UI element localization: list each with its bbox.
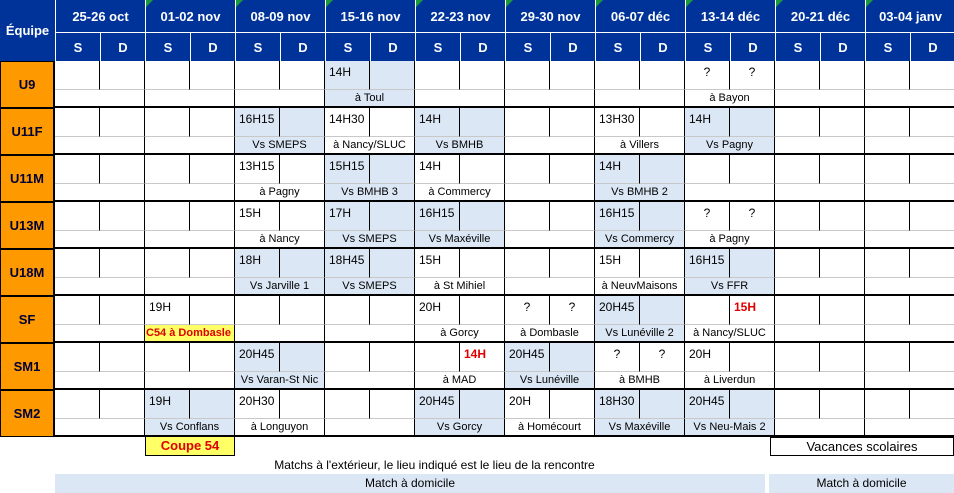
match-place-cell: à Bayon xyxy=(685,90,775,108)
team-label: SM2 xyxy=(0,390,55,437)
match-time-cell xyxy=(100,296,145,325)
match-time-cell xyxy=(370,390,415,419)
match-place-cell: Vs SMEPS xyxy=(325,278,415,296)
match-time-cell xyxy=(910,343,954,372)
match-time-cell xyxy=(100,202,145,231)
match-place-cell: Vs Conflans xyxy=(145,419,235,437)
day-header: D xyxy=(640,33,685,61)
week-header: 08-09 nov xyxy=(235,0,325,33)
day-header: D xyxy=(370,33,415,61)
match-place-cell xyxy=(235,90,325,108)
match-time-cell xyxy=(145,343,190,372)
match-place-cell xyxy=(865,419,954,437)
match-time-cell xyxy=(55,296,100,325)
match-time-cell xyxy=(685,155,730,184)
match-time-cell xyxy=(730,249,775,278)
match-place-cell: Vs Neu-Mais 2 xyxy=(685,419,775,437)
match-time-cell: 14H xyxy=(415,108,460,137)
match-time-cell xyxy=(460,155,505,184)
match-time-cell xyxy=(820,296,865,325)
match-time-cell: ? xyxy=(730,61,775,90)
match-time-cell xyxy=(730,108,775,137)
match-time-cell xyxy=(730,390,775,419)
team-label: SM1 xyxy=(0,343,55,390)
match-place-cell xyxy=(865,231,954,249)
match-time-cell xyxy=(730,155,775,184)
team-label: SF xyxy=(0,296,55,343)
match-time-cell xyxy=(190,108,235,137)
coupe-legend: Coupe 54 xyxy=(145,437,235,456)
match-place-cell: Vs BMHB 2 xyxy=(595,184,685,202)
match-time-cell: 20H45 xyxy=(235,343,280,372)
match-place-cell xyxy=(55,90,145,108)
match-time-cell xyxy=(370,296,415,325)
day-header: S xyxy=(415,33,460,61)
match-time-cell xyxy=(505,61,550,90)
day-header: S xyxy=(145,33,190,61)
match-place-cell: à Homécourt xyxy=(505,419,595,437)
match-time-cell xyxy=(865,155,910,184)
match-time-cell xyxy=(100,155,145,184)
match-time-cell: 20H30 xyxy=(235,390,280,419)
match-place-cell: à Gorcy xyxy=(415,325,505,343)
day-header: S xyxy=(55,33,100,61)
match-place-cell: à Villers xyxy=(595,137,685,155)
match-time-cell xyxy=(370,202,415,231)
match-time-cell: ? xyxy=(730,202,775,231)
match-time-cell xyxy=(775,343,820,372)
day-header: S xyxy=(505,33,550,61)
day-header: D xyxy=(190,33,235,61)
match-time-cell xyxy=(280,249,325,278)
match-time-cell xyxy=(550,343,595,372)
match-time-cell xyxy=(910,108,954,137)
match-time-cell xyxy=(145,108,190,137)
match-place-cell: à Nancy/SLUC xyxy=(325,137,415,155)
match-time-cell xyxy=(370,108,415,137)
match-place-cell: Vs BMHB 3 xyxy=(325,184,415,202)
match-time-cell xyxy=(865,343,910,372)
match-time-cell: 20H xyxy=(505,390,550,419)
match-time-cell: 20H45 xyxy=(595,296,640,325)
match-time-cell xyxy=(640,108,685,137)
match-time-cell xyxy=(235,296,280,325)
comment-marker-icon xyxy=(776,0,783,7)
match-time-cell xyxy=(775,202,820,231)
match-place-cell xyxy=(775,90,865,108)
match-time-cell xyxy=(910,296,954,325)
match-time-cell xyxy=(640,155,685,184)
day-header: S xyxy=(775,33,820,61)
day-header: S xyxy=(325,33,370,61)
match-time-cell: ? xyxy=(505,296,550,325)
match-time-cell: 14H xyxy=(460,343,505,372)
match-place-cell xyxy=(505,231,595,249)
day-header: S xyxy=(865,33,910,61)
match-time-cell xyxy=(55,343,100,372)
match-place-cell xyxy=(505,278,595,296)
match-time-cell xyxy=(775,390,820,419)
match-time-cell: 17H xyxy=(325,202,370,231)
week-header: 06-07 déc xyxy=(595,0,685,33)
match-time-cell: 16H15 xyxy=(415,202,460,231)
match-time-cell xyxy=(820,61,865,90)
match-time-cell xyxy=(100,61,145,90)
day-header: D xyxy=(100,33,145,61)
day-header: D xyxy=(820,33,865,61)
match-time-cell xyxy=(280,61,325,90)
match-time-cell xyxy=(370,155,415,184)
match-time-cell xyxy=(775,61,820,90)
match-place-cell xyxy=(775,184,865,202)
match-place-cell xyxy=(55,325,145,343)
match-place-cell: Vs FFR xyxy=(685,278,775,296)
match-place-cell xyxy=(55,372,145,390)
match-time-cell xyxy=(55,108,100,137)
match-place-cell xyxy=(685,184,775,202)
match-time-cell xyxy=(550,61,595,90)
match-place-cell: à BMHB xyxy=(595,372,685,390)
comment-marker-icon xyxy=(236,0,243,7)
match-time-cell: 14H xyxy=(685,108,730,137)
match-time-cell: 13H15 xyxy=(235,155,280,184)
match-time-cell xyxy=(190,343,235,372)
match-place-cell: Vs Maxéville xyxy=(595,419,685,437)
match-time-cell: 15H xyxy=(235,202,280,231)
match-place-cell xyxy=(865,137,954,155)
match-place-cell xyxy=(865,90,954,108)
match-time-cell xyxy=(280,202,325,231)
match-time-cell xyxy=(55,61,100,90)
match-time-cell xyxy=(595,61,640,90)
match-time-cell xyxy=(910,390,954,419)
match-time-cell xyxy=(640,390,685,419)
match-place-cell xyxy=(505,184,595,202)
comment-marker-icon xyxy=(866,0,873,7)
match-time-cell xyxy=(550,155,595,184)
team-label: U9 xyxy=(0,61,55,108)
day-header: S xyxy=(685,33,730,61)
match-time-cell xyxy=(460,61,505,90)
match-place-cell xyxy=(55,419,145,437)
match-place-cell xyxy=(55,137,145,155)
match-time-cell: 13H30 xyxy=(595,108,640,137)
match-place-cell xyxy=(775,231,865,249)
match-time-cell xyxy=(820,249,865,278)
vacances-legend: Vacances scolaires xyxy=(770,437,954,456)
match-time-cell xyxy=(55,249,100,278)
match-time-cell xyxy=(550,390,595,419)
match-time-cell: 14H xyxy=(415,155,460,184)
match-place-cell xyxy=(415,90,505,108)
match-place-cell: à MAD xyxy=(415,372,505,390)
match-place-cell xyxy=(145,90,235,108)
match-time-cell xyxy=(910,61,954,90)
day-header: S xyxy=(595,33,640,61)
match-time-cell xyxy=(505,202,550,231)
match-time-cell xyxy=(145,202,190,231)
match-place-cell xyxy=(145,231,235,249)
match-time-cell xyxy=(100,108,145,137)
match-time-cell xyxy=(820,202,865,231)
match-time-cell xyxy=(460,249,505,278)
match-place-cell xyxy=(145,372,235,390)
match-time-cell: 16H15 xyxy=(595,202,640,231)
match-place-cell: à Liverdun xyxy=(685,372,775,390)
match-time-cell xyxy=(325,343,370,372)
match-time-cell xyxy=(280,390,325,419)
match-place-cell: à Pagny xyxy=(235,184,325,202)
team-label: U18M xyxy=(0,249,55,296)
match-time-cell: ? xyxy=(640,343,685,372)
domicile-legend-right: Match à domicile xyxy=(769,474,954,493)
match-time-cell xyxy=(640,61,685,90)
match-time-cell: 20H45 xyxy=(505,343,550,372)
domicile-legend-left: Match à domicile xyxy=(55,474,765,493)
match-time-cell xyxy=(910,155,954,184)
week-header: 01-02 nov xyxy=(145,0,235,33)
comment-marker-icon xyxy=(506,0,513,7)
match-place-cell: Vs Lunéville 2 xyxy=(595,325,685,343)
match-time-cell xyxy=(910,249,954,278)
team-label: U11F xyxy=(0,108,55,155)
match-time-cell xyxy=(865,202,910,231)
match-place-cell xyxy=(775,325,865,343)
match-time-cell xyxy=(55,390,100,419)
match-place-cell xyxy=(505,137,595,155)
match-place-cell: Vs Pagny xyxy=(685,137,775,155)
exterieur-legend: Matchs à l'extérieur, le lieu indiqué est le lieu de la rencontre xyxy=(274,458,595,472)
match-place-cell xyxy=(145,137,235,155)
comment-marker-icon xyxy=(596,0,603,7)
team-label: U13M xyxy=(0,202,55,249)
match-time-cell xyxy=(505,249,550,278)
match-place-cell xyxy=(55,278,145,296)
match-time-cell: 15H xyxy=(415,249,460,278)
match-place-cell xyxy=(865,325,954,343)
match-time-cell: 20H xyxy=(685,343,730,372)
day-header: D xyxy=(280,33,325,61)
match-place-cell xyxy=(775,278,865,296)
match-time-cell: 14H xyxy=(325,61,370,90)
match-place-cell: à Commercy xyxy=(415,184,505,202)
match-place-cell: Vs SMEPS xyxy=(325,231,415,249)
match-time-cell: 15H xyxy=(595,249,640,278)
match-time-cell: 19H xyxy=(145,390,190,419)
match-time-cell xyxy=(865,296,910,325)
match-place-cell xyxy=(775,419,865,437)
match-time-cell xyxy=(865,249,910,278)
match-place-cell: Vs Jarville 1 xyxy=(235,278,325,296)
match-time-cell xyxy=(415,61,460,90)
match-time-cell xyxy=(775,296,820,325)
match-time-cell xyxy=(775,155,820,184)
week-header: 20-21 déc xyxy=(775,0,865,33)
match-time-cell: 15H15 xyxy=(325,155,370,184)
match-place-cell: à Toul xyxy=(325,90,415,108)
match-time-cell: ? xyxy=(685,61,730,90)
match-time-cell xyxy=(505,108,550,137)
match-time-cell: 18H xyxy=(235,249,280,278)
match-time-cell xyxy=(280,108,325,137)
match-place-cell xyxy=(55,184,145,202)
match-place-cell: à Longuyon xyxy=(235,419,325,437)
match-time-cell xyxy=(100,343,145,372)
match-time-cell xyxy=(280,343,325,372)
match-time-cell: 16H15 xyxy=(235,108,280,137)
comment-marker-icon xyxy=(686,0,693,7)
match-time-cell xyxy=(550,249,595,278)
match-time-cell: 18H30 xyxy=(595,390,640,419)
match-time-cell: 16H15 xyxy=(685,249,730,278)
match-time-cell xyxy=(145,61,190,90)
match-time-cell xyxy=(640,296,685,325)
week-header: 25-26 oct xyxy=(55,0,145,33)
match-place-cell: Vs Lunéville xyxy=(505,372,595,390)
match-place-cell xyxy=(55,231,145,249)
match-place-cell xyxy=(595,90,685,108)
day-header: D xyxy=(730,33,775,61)
match-time-cell: ? xyxy=(685,202,730,231)
match-time-cell: 14H xyxy=(595,155,640,184)
match-time-cell: ? xyxy=(595,343,640,372)
match-time-cell xyxy=(460,390,505,419)
match-time-cell xyxy=(415,343,460,372)
match-place-cell xyxy=(325,419,415,437)
match-time-cell: ? xyxy=(550,296,595,325)
week-header: 22-23 nov xyxy=(415,0,505,33)
match-time-cell xyxy=(190,296,235,325)
match-time-cell xyxy=(865,390,910,419)
match-time-cell xyxy=(460,202,505,231)
match-place-cell: C54 à Dombasle xyxy=(145,325,235,343)
match-place-cell xyxy=(775,372,865,390)
match-time-cell: 20H45 xyxy=(685,390,730,419)
match-place-cell: à Nancy/SLUC xyxy=(685,325,775,343)
match-time-cell xyxy=(775,249,820,278)
match-place-cell xyxy=(775,137,865,155)
comment-marker-icon xyxy=(416,0,423,7)
match-time-cell xyxy=(190,390,235,419)
match-time-cell xyxy=(865,108,910,137)
match-time-cell xyxy=(820,108,865,137)
day-header: S xyxy=(235,33,280,61)
match-time-cell: 15H xyxy=(730,296,775,325)
match-time-cell xyxy=(730,343,775,372)
day-header: D xyxy=(910,33,954,61)
match-place-cell xyxy=(235,325,325,343)
comment-marker-icon xyxy=(326,0,333,7)
match-time-cell: 19H xyxy=(145,296,190,325)
match-place-cell xyxy=(865,372,954,390)
corner-label: Équipe xyxy=(0,0,55,61)
match-time-cell xyxy=(460,108,505,137)
match-time-cell: 20H45 xyxy=(415,390,460,419)
match-time-cell xyxy=(370,249,415,278)
match-time-cell xyxy=(100,249,145,278)
match-time-cell xyxy=(55,155,100,184)
match-time-cell xyxy=(865,61,910,90)
match-time-cell: 20H xyxy=(415,296,460,325)
match-time-cell xyxy=(370,343,415,372)
week-header: 03-04 janv xyxy=(865,0,954,33)
match-time-cell xyxy=(820,155,865,184)
match-time-cell xyxy=(190,249,235,278)
match-time-cell xyxy=(280,296,325,325)
match-place-cell xyxy=(325,372,415,390)
match-time-cell xyxy=(145,249,190,278)
week-header: 29-30 nov xyxy=(505,0,595,33)
match-time-cell: 14H30 xyxy=(325,108,370,137)
match-time-cell xyxy=(190,202,235,231)
match-place-cell xyxy=(505,90,595,108)
match-time-cell xyxy=(55,202,100,231)
week-header: 15-16 nov xyxy=(325,0,415,33)
match-time-cell xyxy=(280,155,325,184)
match-time-cell xyxy=(325,296,370,325)
match-time-cell xyxy=(550,108,595,137)
match-time-cell xyxy=(100,390,145,419)
match-place-cell: à Nancy xyxy=(235,231,325,249)
match-place-cell: Vs SMEPS xyxy=(235,137,325,155)
match-time-cell xyxy=(685,296,730,325)
match-place-cell: Vs Maxéville xyxy=(415,231,505,249)
comment-marker-icon xyxy=(146,0,153,7)
match-time-cell xyxy=(505,155,550,184)
week-header: 13-14 déc xyxy=(685,0,775,33)
match-place-cell xyxy=(145,278,235,296)
match-place-cell xyxy=(325,325,415,343)
match-time-cell xyxy=(190,61,235,90)
match-place-cell: Vs Varan-St Nic xyxy=(235,372,325,390)
match-time-cell xyxy=(820,343,865,372)
match-place-cell: à Pagny xyxy=(685,231,775,249)
match-time-cell xyxy=(910,202,954,231)
match-place-cell: Vs BMHB xyxy=(415,137,505,155)
match-place-cell: à St Mihiel xyxy=(415,278,505,296)
match-place-cell: Vs Gorcy xyxy=(415,419,505,437)
match-time-cell xyxy=(145,155,190,184)
match-place-cell: à NeuvMaisons xyxy=(595,278,685,296)
match-time-cell xyxy=(235,61,280,90)
match-place-cell: à Dombasle xyxy=(505,325,595,343)
match-time-cell xyxy=(190,155,235,184)
match-place-cell xyxy=(145,184,235,202)
day-header: D xyxy=(550,33,595,61)
match-time-cell xyxy=(550,202,595,231)
match-time-cell xyxy=(325,390,370,419)
match-time-cell xyxy=(640,249,685,278)
match-time-cell: 18H45 xyxy=(325,249,370,278)
day-header: D xyxy=(460,33,505,61)
match-time-cell xyxy=(775,108,820,137)
match-place-cell xyxy=(865,278,954,296)
match-time-cell xyxy=(820,390,865,419)
match-time-cell xyxy=(370,61,415,90)
match-time-cell xyxy=(460,296,505,325)
team-label: U11M xyxy=(0,155,55,202)
match-time-cell xyxy=(640,202,685,231)
match-place-cell xyxy=(865,184,954,202)
match-place-cell: Vs Commercy xyxy=(595,231,685,249)
